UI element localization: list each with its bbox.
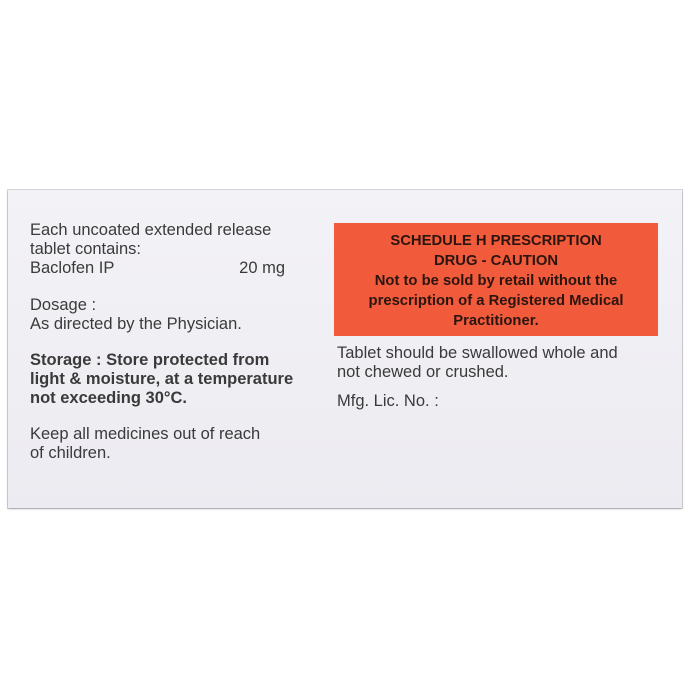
caution-line-2: DRUG - CAUTION <box>433 252 559 269</box>
composition-line-1: Each uncoated extended release <box>30 221 272 239</box>
dosage-text: As directed by the Physician. <box>30 315 242 333</box>
keep-away-line-2: of children. <box>30 444 111 462</box>
ingredient-name: Baclofen IP <box>30 259 115 277</box>
right-column <box>337 344 677 411</box>
storage-line-2: light & moisture, at a temperature <box>30 370 294 388</box>
instruction-line-1: Tablet should be swallowed whole and <box>337 344 618 362</box>
instruction-line-2: not chewed or crushed. <box>337 363 509 381</box>
caution-line-3: Not to be sold by retail without the <box>374 272 618 289</box>
storage-line-3: not exceeding 30°C. <box>30 389 187 407</box>
ingredient-strength: 20 mg <box>239 259 285 277</box>
ingredient-row <box>30 259 285 278</box>
composition-line-2: tablet contains: <box>30 240 141 258</box>
caution-line-4: prescription of a Registered Medical <box>368 292 624 309</box>
caution-line-1: SCHEDULE H PRESCRIPTION <box>390 232 602 249</box>
keep-away-line-1: Keep all medicines out of reach <box>30 425 261 443</box>
schedule-h-caution-box <box>334 223 658 336</box>
mfg-license-label: Mfg. Lic. No. : <box>337 392 439 410</box>
dosage-heading: Dosage : <box>30 296 97 314</box>
left-column <box>30 221 320 463</box>
caution-line-5: Practitioner. <box>453 312 539 329</box>
storage-line-1: Storage : Store protected from <box>30 351 270 369</box>
